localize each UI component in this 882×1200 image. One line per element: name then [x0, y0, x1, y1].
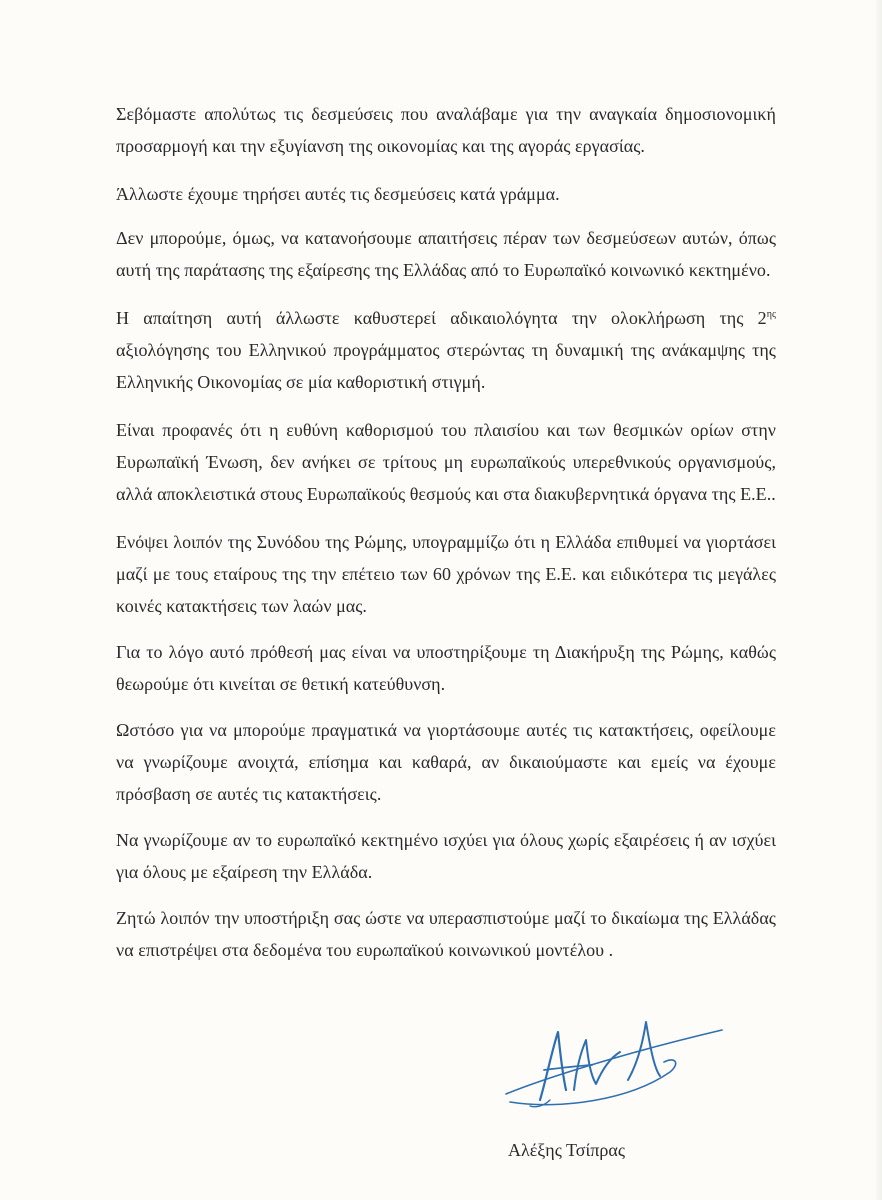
paragraph-5: Είναι προφανές ότι η ευθύνη καθορισμού του πλαισίου και των θεσμικών ορίων στην Ευρωπαϊκή Ένωση, δεν ανήκει σε τρίτους μη ευρωπαϊκούς υπερεθνικούς οργανισμούς, αλλά αποκλειστικά στους Ευρωπαϊκούς θεσμούς και στα διακυβερνητικά όργανα της Ε.Ε..: [116, 420, 776, 504]
paragraph-4-start: Η απαίτηση αυτή άλλωστε καθυστερεί αδικαιολόγητα την ολοκλήρωση της 2: [116, 308, 767, 328]
handwritten-signature: [500, 1010, 730, 1120]
signer-name: Αλέξης Τσίπρας: [508, 1140, 625, 1160]
signature-stroke-5: [506, 1030, 722, 1094]
signature-stroke-4: [628, 1022, 660, 1080]
page-edge-shadow: [874, 0, 882, 1200]
paragraph-8: Ωστόσο για να μπορούμε πραγματικά να γιορτάσουμε αυτές τις κατακτήσεις, οφείλουμε να γνωρίζουμε ανοιχτά, επίσημα και καθαρά, αν δικαιούμαστε και εμείς να έχουμε πρόσβαση σε αυτές τις κατακτήσεις.: [116, 720, 776, 804]
paragraph-7: Για το λόγο αυτό πρόθεσή μας είναι να υποστηρίξουμε τη Διακήρυξη της Ρώμης, καθώς θεωρούμε ότι κινείται σε θετική κατεύθυνση.: [116, 642, 776, 694]
paragraph-1: Σεβόμαστε απολύτως τις δεσμεύσεις που αναλάβαμε για την αναγκαία δημοσιονομική προσαρμογή και την εξυγίανση της οικονομίας και της αγοράς εργασίας.: [116, 104, 776, 156]
ordinal-suffix: ης: [766, 309, 776, 320]
paragraph-2: Άλλωστε έχουμε τηρήσει αυτές τις δεσμεύσεις κατά γράμμα.: [116, 184, 560, 204]
signature-stroke-1: [540, 1032, 566, 1100]
paragraph-9: Να γνωρίζουμε αν το ευρωπαϊκό κεκτημένο ισχύει για όλους χωρίς εξαιρέσεις ή αν ισχύει για όλους με εξαίρεση την Ελλάδα.: [116, 830, 776, 882]
paragraph-4: [116, 302, 776, 398]
paragraph-6: Ενόψει λοιπόν της Συνόδου της Ρώμης, υπογραμμίζω ότι η Ελλάδα επιθυμεί να γιορτάσει μαζί με τους εταίρους της την επέτειο των 60 χρόνων της Ε.Ε. και ειδικότερα τις μεγάλες κοινές κατακτήσεις των λαών μας.: [116, 532, 776, 616]
paragraph-3: Δεν μπορούμε, όμως, να κατανοήσουμε απαιτήσεις πέραν των δεσμεύσεων αυτών, όπως αυτή της παράτασης της εξαίρεσης της Ελλάδας από το Ευρωπαϊκό κοινωνικό κεκτημένο.: [116, 228, 776, 280]
paragraph-10: Ζητώ λοιπόν την υποστήριξη σας ώστε να υπερασπιστούμε μαζί το δικαίωμα της Ελλάδας να επιστρέψει στα δεδομένα του ευρωπαϊκού κοινωνικού μοντέλου .: [116, 908, 776, 960]
letter-body: [116, 98, 776, 986]
paragraph-4-end: αξιολόγησης του Ελληνικού προγράμματος στερώντας τη δυναμική της ανάκαμψης της Ελληνικής Οικονομίας σε μία καθοριστική στιγμή.: [116, 340, 776, 392]
